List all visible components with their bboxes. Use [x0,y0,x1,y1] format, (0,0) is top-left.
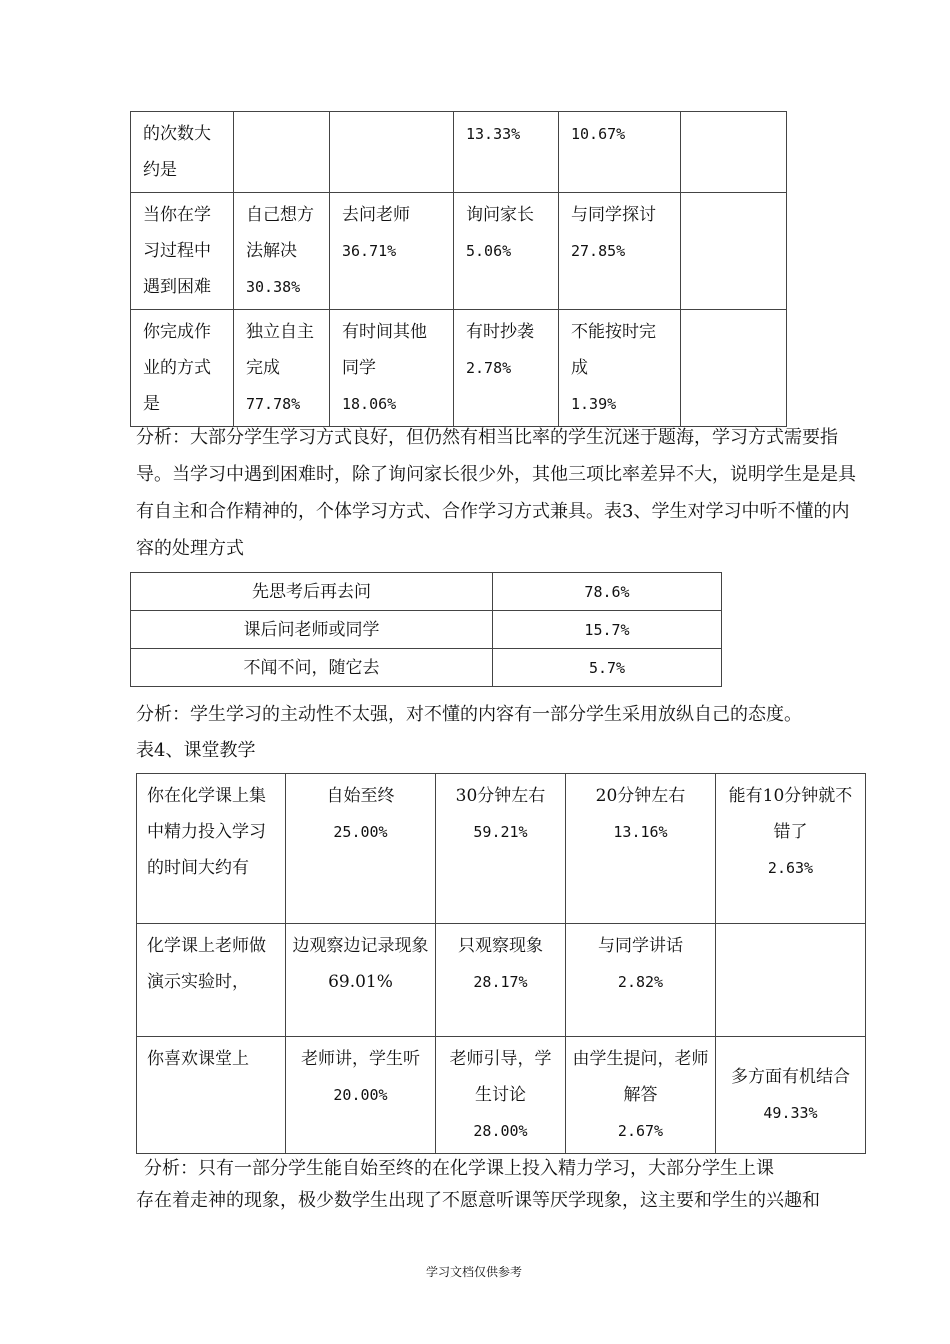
option-cell [234,112,330,193]
option-cell: 有时间其他同学 18.06% [330,310,454,427]
table-row [131,112,787,193]
option-cell: 边观察边记录现象69.01% [286,924,436,1037]
option-cell [681,112,787,193]
question-cell: 你完成作业的方式是 [131,310,234,427]
option-cell: 自始至终 25.00% [286,774,436,924]
table-row [137,924,866,1037]
option-label: 课后问老师或同学 [131,611,493,649]
question-cell: 化学课上老师做演示实验时， [137,924,286,1037]
question-cell: 你在化学课上集中精力投入学习的时间大约有 [137,774,286,924]
option-cell: 老师引导，学生讨论 28.00% [436,1037,566,1154]
analysis-paragraph-2: 分析：学生学习的主动性不太强，对不懂的内容有一部分学生采用放纵自己的态度。 [136,704,802,725]
option-cell: 13.33% [454,112,559,193]
option-label: 不闻不问，随它去 [131,649,493,687]
option-cell: 独立自主完成 77.78% [234,310,330,427]
option-value: 5.7% [493,649,722,687]
classroom-teaching-table [136,773,866,1154]
table-row [131,310,787,427]
option-cell: 不能按时完成 1.39% [559,310,681,427]
analysis-paragraph-1: 分析：大部分学生学习方式良好，但仍然有相当比率的学生沉迷于题海，学习方式需要指导。当学习中遇到困难时，除了询问家长很少外，其他三项比率差异不大，说明学生是是具有自主和合作精神的，个体学习方式、合作学习方式兼具。表3、学生对学习中听不懂的内容的处理方式 [136,427,856,559]
table-row [137,774,866,924]
option-value: 78.6% [493,573,722,611]
question-cell: 的次数大约是 [131,112,234,193]
option-cell: 询问家长 5.06% [454,193,559,310]
question-cell: 你喜欢课堂上 [137,1037,286,1154]
option-cell [716,924,866,1037]
handling-method-table [130,572,722,687]
option-cell [681,193,787,310]
table-row [131,193,787,310]
option-cell: 与同学讲话 2.82% [566,924,716,1037]
table-row [131,611,722,649]
option-cell: 多方面有机结合 49.33% [716,1037,866,1154]
option-cell: 只观察现象 28.17% [436,924,566,1037]
table-row [131,649,722,687]
option-cell: 10.67% [559,112,681,193]
table-title: 表4、课堂教学 [136,740,256,761]
option-label: 先思考后再去问 [131,573,493,611]
option-cell: 由学生提问，老师解答 2.67% [566,1037,716,1154]
option-cell [330,112,454,193]
option-cell: 去问老师 36.71% [330,193,454,310]
option-cell: 能有10分钟就不错了 2.63% [716,774,866,924]
option-cell [681,310,787,427]
option-cell: 有时抄袭 2.78% [454,310,559,427]
option-cell: 与同学探讨 27.85% [559,193,681,310]
option-cell: 30分钟左右 59.21% [436,774,566,924]
page-footer: 学习文档仅供参考 [426,1265,523,1279]
option-cell: 20分钟左右 13.16% [566,774,716,924]
option-cell: 自己想方法解决 30.38% [234,193,330,310]
table-row [137,1037,866,1154]
question-cell: 当你在学习过程中遇到困难 [131,193,234,310]
option-value: 15.7% [493,611,722,649]
analysis-paragraph-3-line-2: 存在着走神的现象，极少数学生出现了不愿意听课等厌学现象，这主要和学生的兴趣和 [136,1190,820,1211]
option-cell: 老师讲，学生听 20.00% [286,1037,436,1154]
analysis-paragraph-3-line-1: 分析：只有一部分学生能自始至终的在化学课上投入精力学习，大部分学生上课 [144,1158,774,1179]
table-row [131,573,722,611]
study-method-table [130,111,787,427]
